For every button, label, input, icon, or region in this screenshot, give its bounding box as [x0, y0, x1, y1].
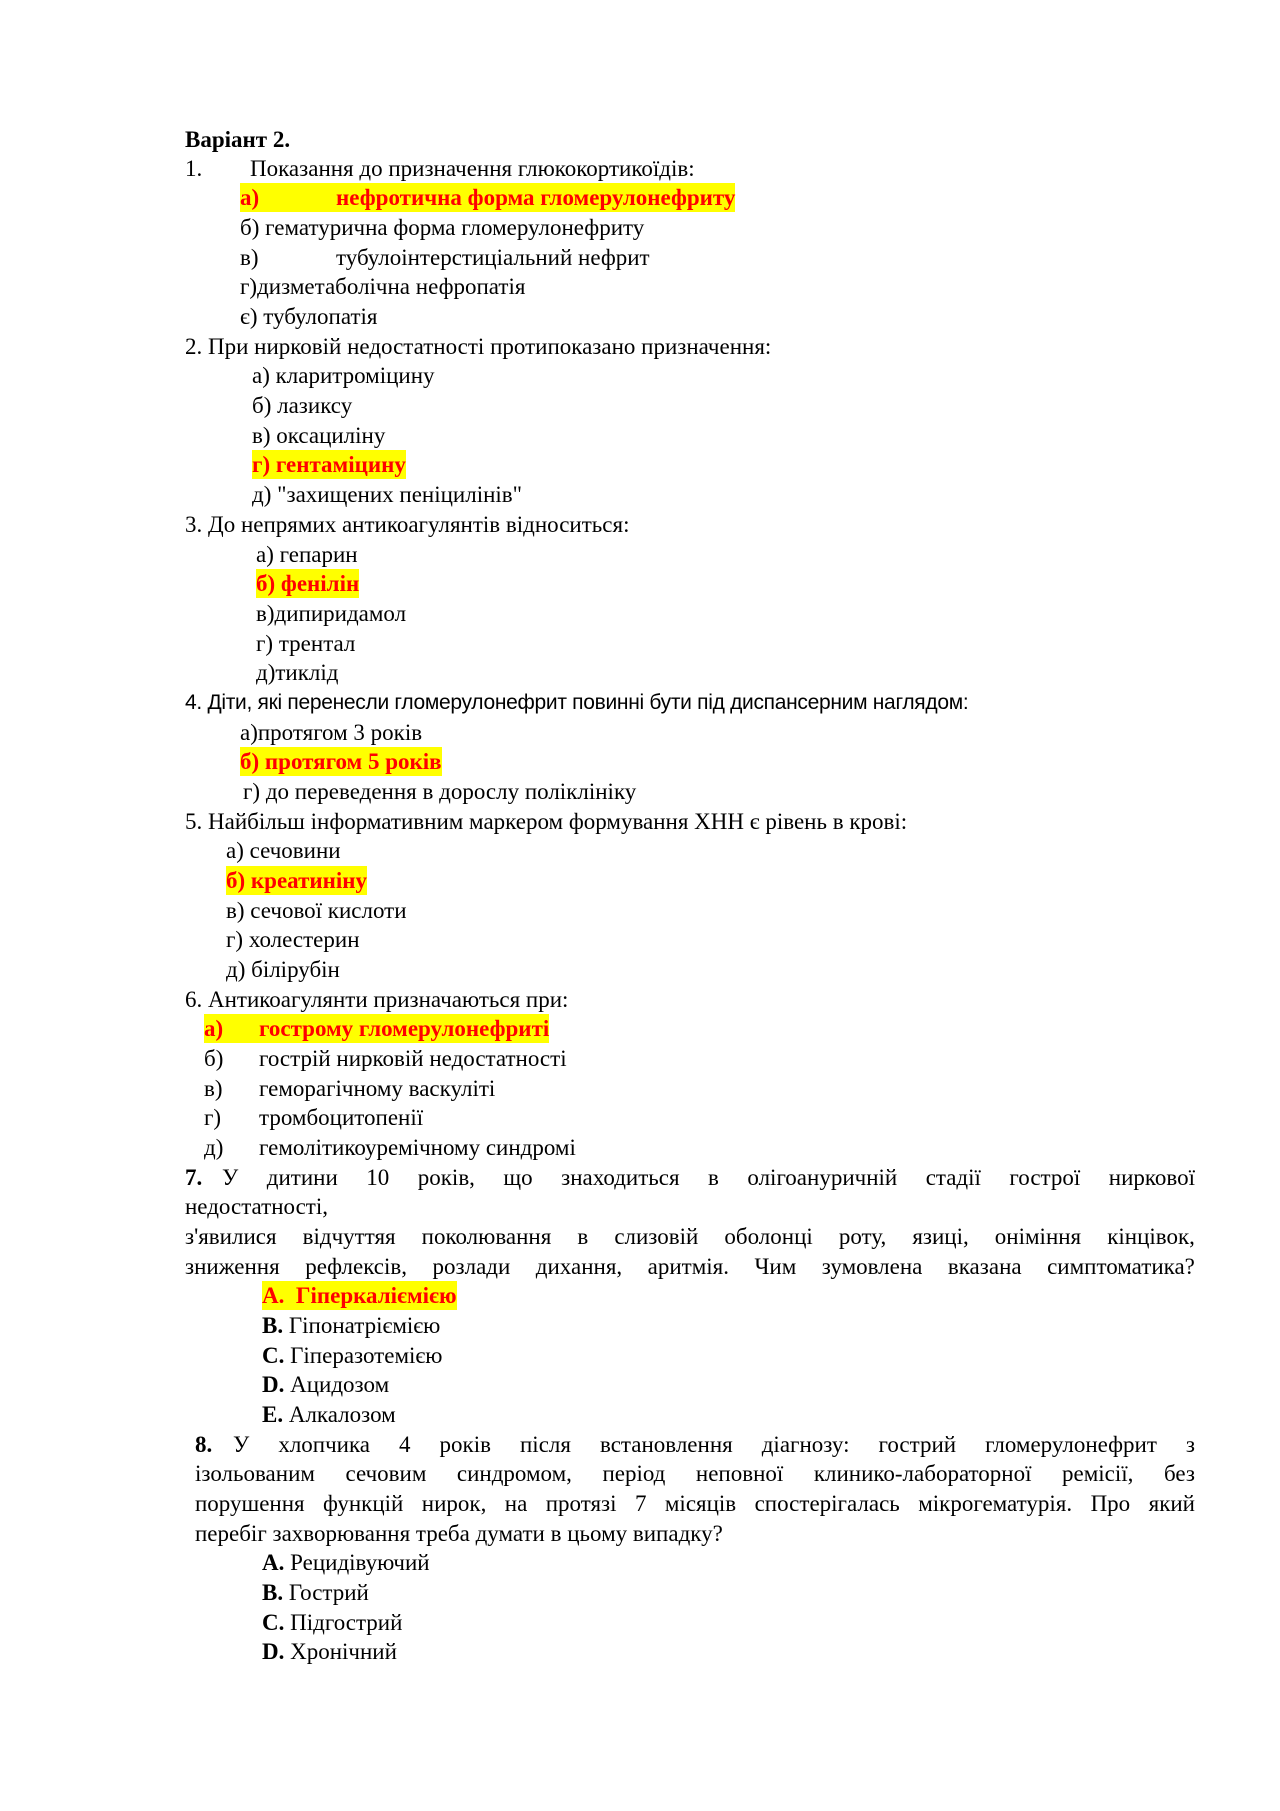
q8-option-b [262, 1578, 369, 1607]
q7-line1-text [222, 1163, 1195, 1192]
word: вказана [947, 1254, 1022, 1279]
q7-option-d-text: Ацидозом [290, 1372, 390, 1397]
word: дихання, [535, 1254, 623, 1279]
word: гострий [878, 1432, 957, 1457]
q8-line2 [195, 1459, 1195, 1488]
q1-option-b: б) гематурична форма гломерулонефриту [240, 215, 645, 240]
word: що [503, 1165, 533, 1190]
word: розлади [432, 1254, 511, 1279]
q4-text: 4. Діти, які перенесли гломерулонефрит повинні бути під диспансерним наглядом: [185, 691, 969, 714]
word: олігоануричній [747, 1165, 898, 1190]
word: Про [1090, 1491, 1131, 1516]
q2-option-d: г) гентаміцину [252, 452, 406, 477]
q6-option-d-label: г) [204, 1105, 222, 1130]
word: років, [417, 1165, 475, 1190]
q6-option-b [204, 1044, 567, 1073]
q1-text: Показання до призначення глюкокортикоїдів: [250, 156, 695, 181]
q8-line1 [195, 1430, 212, 1459]
q6-option-e [204, 1133, 576, 1162]
q5-text: 5. Найбільш інформативним маркером формування ХНН є рівень в крові: [185, 809, 908, 834]
q6-option-d [204, 1103, 423, 1132]
q7-option-e-label: E. [262, 1402, 284, 1427]
q1-option-a-text: нефротична форма гломерулонефриту [336, 185, 736, 210]
q7-option-c-text: Гіперазотемією [290, 1343, 443, 1368]
q7-option-b-label: B. [262, 1313, 284, 1338]
q5-option-d: г) холестерин [226, 927, 360, 952]
word: який [1148, 1491, 1195, 1516]
q8-option-a-text: Рецидівуючий [290, 1550, 430, 1575]
word: в [708, 1165, 719, 1190]
q1-option-e: є) тубулопатія [240, 304, 378, 329]
q5-option-c: в) сечової кислоти [226, 898, 407, 923]
q6-option-c-label: в) [204, 1076, 223, 1101]
q8-option-c-text: Підгострий [290, 1610, 403, 1635]
q6-option-c-text: геморагічному васкуліті [259, 1076, 496, 1101]
word: з [1185, 1432, 1195, 1457]
word: нирок, [421, 1491, 487, 1516]
q2-text: 2. При нирковій недостатності протипоказано призначення: [185, 334, 772, 359]
q6-option-e-label: д) [204, 1135, 224, 1160]
q1-option-a-label: а) [240, 185, 260, 210]
q7-option-e-text: Алкалозом [288, 1402, 396, 1427]
word: У [233, 1432, 250, 1457]
word: слизовій [614, 1224, 699, 1249]
q7-option-a-text: Гіперкаліємією [295, 1283, 457, 1308]
q8-line3 [195, 1489, 1195, 1518]
word: без [1163, 1461, 1195, 1486]
word: поколювання [421, 1224, 552, 1249]
word: з'явилися [185, 1224, 277, 1249]
q1-option-d: г)дизметаболічна нефропатія [240, 274, 526, 299]
q7-option-a [262, 1281, 457, 1310]
word: неповної [695, 1461, 784, 1486]
q7-line3 [185, 1222, 1195, 1251]
word: мікрогематурія. [918, 1491, 1073, 1516]
word: спостерігалась [754, 1491, 900, 1516]
word: період [602, 1461, 666, 1486]
word: сечовим [345, 1461, 427, 1486]
q3-option-a: а) гепарин [256, 542, 358, 567]
word: в [577, 1224, 589, 1249]
word: рефлексів, [305, 1254, 408, 1279]
word: симптоматика? [1047, 1254, 1195, 1279]
q7-option-b [262, 1311, 440, 1340]
q8-option-a-label: A. [262, 1550, 285, 1575]
q2-option-b: б) лазиксу [252, 393, 353, 418]
q8-option-b-label: B. [262, 1580, 284, 1605]
q1-option-c-label: в) [240, 245, 259, 270]
q6-option-b-label: б) [204, 1046, 224, 1071]
word: після [520, 1432, 571, 1457]
q8-option-d [262, 1637, 397, 1666]
q8-option-b-text: Гострий [288, 1580, 369, 1605]
q3-option-c: в)дипиридамол [256, 601, 407, 626]
q6-option-a-text: гострому гломерулонефриті [259, 1016, 550, 1041]
q2-option-c: в) оксациліну [252, 423, 386, 448]
q2-option-e: д) "захищених пеніцилінів" [252, 482, 523, 507]
word: функцій [323, 1491, 404, 1516]
q7-line4 [185, 1252, 1195, 1281]
q6-option-e-text: гемолітикоуремічному синдромі [259, 1135, 576, 1160]
word: на [504, 1491, 528, 1516]
word: синдромом, [456, 1461, 572, 1486]
word: аритмія. [647, 1254, 729, 1279]
q4-option-c: г) до переведення в дорослу поліклініку [243, 779, 637, 804]
q3-option-e: д)тиклід [256, 660, 339, 685]
word: 4 [399, 1432, 411, 1457]
word: 7 [634, 1491, 647, 1516]
word: дитини [266, 1165, 338, 1190]
word: роту, [838, 1224, 887, 1249]
q8-number: 8. [195, 1432, 213, 1457]
q7-option-b-text: Гіпонатріємією [288, 1313, 441, 1338]
word: знаходиться [561, 1165, 680, 1190]
word: хлопчика [278, 1432, 371, 1457]
word: стадії [925, 1165, 981, 1190]
q7-option-d-label: D. [262, 1372, 285, 1397]
word: зумовлена [821, 1254, 923, 1279]
q7-number: 7. [185, 1165, 203, 1190]
word: ізольованим [195, 1461, 315, 1486]
word: відчуттяя [302, 1224, 396, 1249]
q7-option-d [262, 1370, 389, 1399]
q8-option-c-label: C. [262, 1610, 285, 1635]
word: діагнозу: [761, 1432, 850, 1457]
q6-option-a-label: а) [204, 1016, 224, 1041]
word: порушення [195, 1491, 305, 1516]
q4-option-a: а)протягом 3 років [240, 720, 423, 745]
word: оніміння [994, 1224, 1082, 1249]
q5-option-b: б) креатиніну [226, 868, 368, 893]
q6-option-c [204, 1074, 495, 1103]
word: 10 [366, 1165, 390, 1190]
word: ниркової [1108, 1165, 1195, 1190]
word: кінцівок, [1107, 1224, 1195, 1249]
word: встановлення [599, 1432, 733, 1457]
q7-line1 [185, 1163, 202, 1192]
q6-text: 6. Антикоагулянти призначаються при: [185, 987, 569, 1012]
q8-line4: перебіг захворювання треба думати в цьому випадку? [195, 1521, 723, 1546]
word: місяців [664, 1491, 737, 1516]
q2-option-a: а) кларитроміцину [252, 363, 435, 388]
variant-title: Варіант 2. [185, 127, 291, 152]
q5-option-e: д) білірубін [226, 957, 340, 982]
q7-option-c-label: C. [262, 1343, 285, 1368]
q7-line2: недостатності, [185, 1194, 328, 1219]
q3-option-b: б) фенілін [256, 571, 360, 596]
q7-option-e [262, 1400, 396, 1429]
q7-option-a-label: A. [262, 1283, 285, 1308]
q5-option-a: а) сечовини [226, 838, 341, 863]
q4-option-b: б) протягом 5 років [240, 749, 442, 774]
q1-option-c [240, 243, 650, 272]
word: язиці, [912, 1224, 969, 1249]
word: клинико-лабораторної [813, 1461, 1032, 1486]
q1-option-a [240, 183, 735, 212]
q8-option-c [262, 1608, 402, 1637]
q8-option-a [262, 1548, 430, 1577]
word: протязі [545, 1491, 617, 1516]
word: гострої [1009, 1165, 1081, 1190]
q3-option-d: г) трентал [256, 631, 356, 656]
q7-option-c [262, 1341, 442, 1370]
q8-option-d-text: Хронічний [290, 1639, 397, 1664]
q8-line1-text [233, 1430, 1195, 1459]
q8-option-d-label: D. [262, 1639, 285, 1664]
word: У [222, 1165, 239, 1190]
q6-option-a [204, 1014, 549, 1043]
q6-option-b-text: гострій нирковій недостатності [259, 1046, 567, 1071]
word: зниження [185, 1254, 280, 1279]
word: років [439, 1432, 491, 1457]
q1-number: 1. [185, 156, 203, 181]
q3-text: 3. До непрямих антикоагулянтів відноситься: [185, 512, 630, 537]
word: ремісії, [1062, 1461, 1134, 1486]
word: гломерулонефрит [985, 1432, 1157, 1457]
q6-option-d-text: тромбоцитопенії [259, 1105, 424, 1130]
word: оболонці [724, 1224, 813, 1249]
q1-option-c-text: тубулоінтерстиціальний нефрит [336, 245, 650, 270]
word: Чим [754, 1254, 797, 1279]
